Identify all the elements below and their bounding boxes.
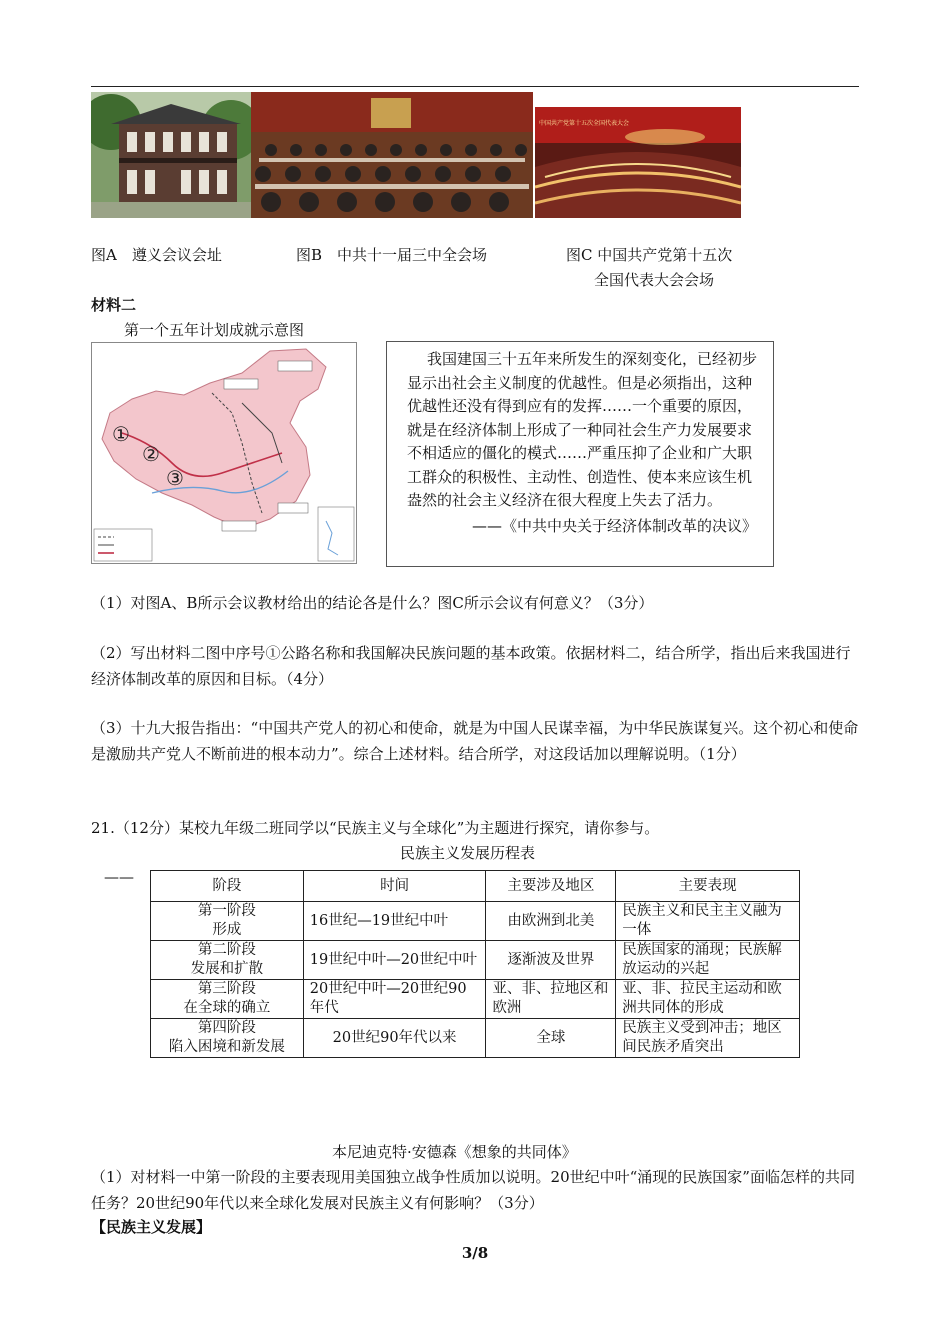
quote-body: 我国建国三十五年来所发生的深刻变化，已经初步显示出社会主义制度的优越性。但是必须指出，这种优越性还没有得到应有的发挥……一个重要的原因，就是在经济体制上形成了一种同社会生产力发展要求不相适应的僵化的模式……严重压抑了企业和广大职工群众的积极性、主动性、创造性、使本来应该生机盎然的社会主义经济在很大程度上失去了活力。 — [407, 350, 758, 509]
question-21-1: （1）对材料一中第一阶段的主要表现用美国独立战争性质加以说明。20世纪中叶“涌现的民族国家”面临怎样的共同任务？20世纪90年代以来全球化发展对民族主义有何影响？（3分） — [91, 1168, 855, 1212]
header-stage: 阶段 — [151, 871, 304, 902]
caption-figure-c-line1: 图C 中国共产党第十五次 — [566, 246, 733, 264]
table-row — [151, 980, 800, 1019]
top-rule — [91, 86, 859, 87]
time-cell: 20世纪中叶—20世纪90年代 — [303, 980, 486, 1019]
stage-sub: 发展和扩散 — [190, 961, 264, 977]
stage-sub: 陷入困境和新发展 — [168, 1039, 285, 1055]
caption-figure-a: 图A 遵义会议会址 — [91, 246, 222, 264]
dash-mark: —— — [104, 868, 134, 886]
reform-decision-quote — [386, 341, 774, 567]
feature-cell: 亚、非、拉民主运动和欧洲共同体的形成 — [616, 980, 800, 1019]
stage-name: 第一阶段 — [197, 903, 256, 919]
photo-zunyi-site — [91, 92, 251, 218]
table-row — [151, 941, 800, 980]
header-feature: 主要表现 — [616, 871, 800, 902]
table-row — [151, 1019, 800, 1058]
photo-15th-congress — [535, 107, 741, 218]
stage-name: 第四阶段 — [197, 1020, 256, 1036]
question-20-2: （2）写出材料二图中序号①公路名称和我国解决民族问题的基本政策。依据材料二，结合所学，指出后来我国进行经济体制改革的原因和目标。（4分） — [91, 644, 851, 688]
region-cell: 全球 — [486, 1019, 616, 1058]
question-21-stem: 21.（12分）某校九年级二班同学以“民族主义与全球化”为主题进行探究，请你参与。 — [91, 819, 660, 837]
stage-name: 第二阶段 — [197, 942, 256, 958]
time-cell: 20世纪90年代以来 — [303, 1019, 486, 1058]
material2-heading: 材料二 — [91, 296, 137, 314]
nationalism-history-table — [150, 870, 800, 1058]
region-cell: 由欧洲到北美 — [486, 902, 616, 941]
table-row — [151, 902, 800, 941]
caption-figure-b: 图B 中共十一届三中全会场 — [296, 246, 488, 264]
stage-name: 第三阶段 — [197, 981, 256, 997]
map-marker-1: ① — [112, 422, 130, 446]
quote-source: ——《中共中央关于经济体制改革的决议》 — [471, 516, 757, 535]
citation: 本尼迪克特·安德森《想象的共同体》 — [332, 1143, 577, 1161]
feature-cell: 民族国家的涌现；民族解放运动的兴起 — [616, 941, 800, 980]
section-label: 【民族主义发展】 — [91, 1218, 212, 1236]
time-cell: 19世纪中叶—20世纪中叶 — [303, 941, 486, 980]
stage-cell — [151, 902, 304, 941]
map-marker-3: ③ — [166, 466, 184, 490]
photo-third-plenum — [251, 92, 533, 218]
header-time: 时间 — [303, 871, 486, 902]
stage-sub: 在全球的确立 — [183, 1000, 271, 1016]
stage-cell — [151, 941, 304, 980]
table-header-row — [151, 871, 800, 902]
stage-cell — [151, 1019, 304, 1058]
header-region: 主要涉及地区 — [486, 871, 616, 902]
feature-cell: 民族主义受到冲击；地区间民族矛盾突出 — [616, 1019, 800, 1058]
table-title: 民族主义发展历程表 — [400, 844, 536, 862]
congress-banner: 中国共产党第十五次全国代表大会 — [539, 120, 630, 127]
feature-cell: 民族主义和民主主义融为一体 — [616, 902, 800, 941]
stage-cell — [151, 980, 304, 1019]
region-cell: 亚、非、拉地区和欧洲 — [486, 980, 616, 1019]
map-title: 第一个五年计划成就示意图 — [124, 321, 305, 339]
region-cell: 逐渐波及世界 — [486, 941, 616, 980]
time-cell: 16世纪—19世纪中叶 — [303, 902, 486, 941]
map-marker-2: ② — [142, 442, 160, 466]
question-20-1: （1）对图A、B所示会议教材给出的结论各是什么？图C所示会议有何意义？（3分） — [91, 594, 654, 612]
stage-sub: 形成 — [212, 922, 242, 938]
question-20-3: （3）十九大报告指出：“中国共产党人的初心和使命，就是为中国人民谋幸福，为中华民族谋复兴。这个初心和使命是激励共产党人不断前进的根本动力”。综合上述材料。结合所学，对这段话加以理解说明。（1分） — [91, 719, 859, 763]
five-year-plan-map — [91, 342, 357, 564]
caption-figure-c-line2: 全国代表大会会场 — [594, 271, 715, 289]
page-number: 3/8 — [461, 1244, 489, 1262]
